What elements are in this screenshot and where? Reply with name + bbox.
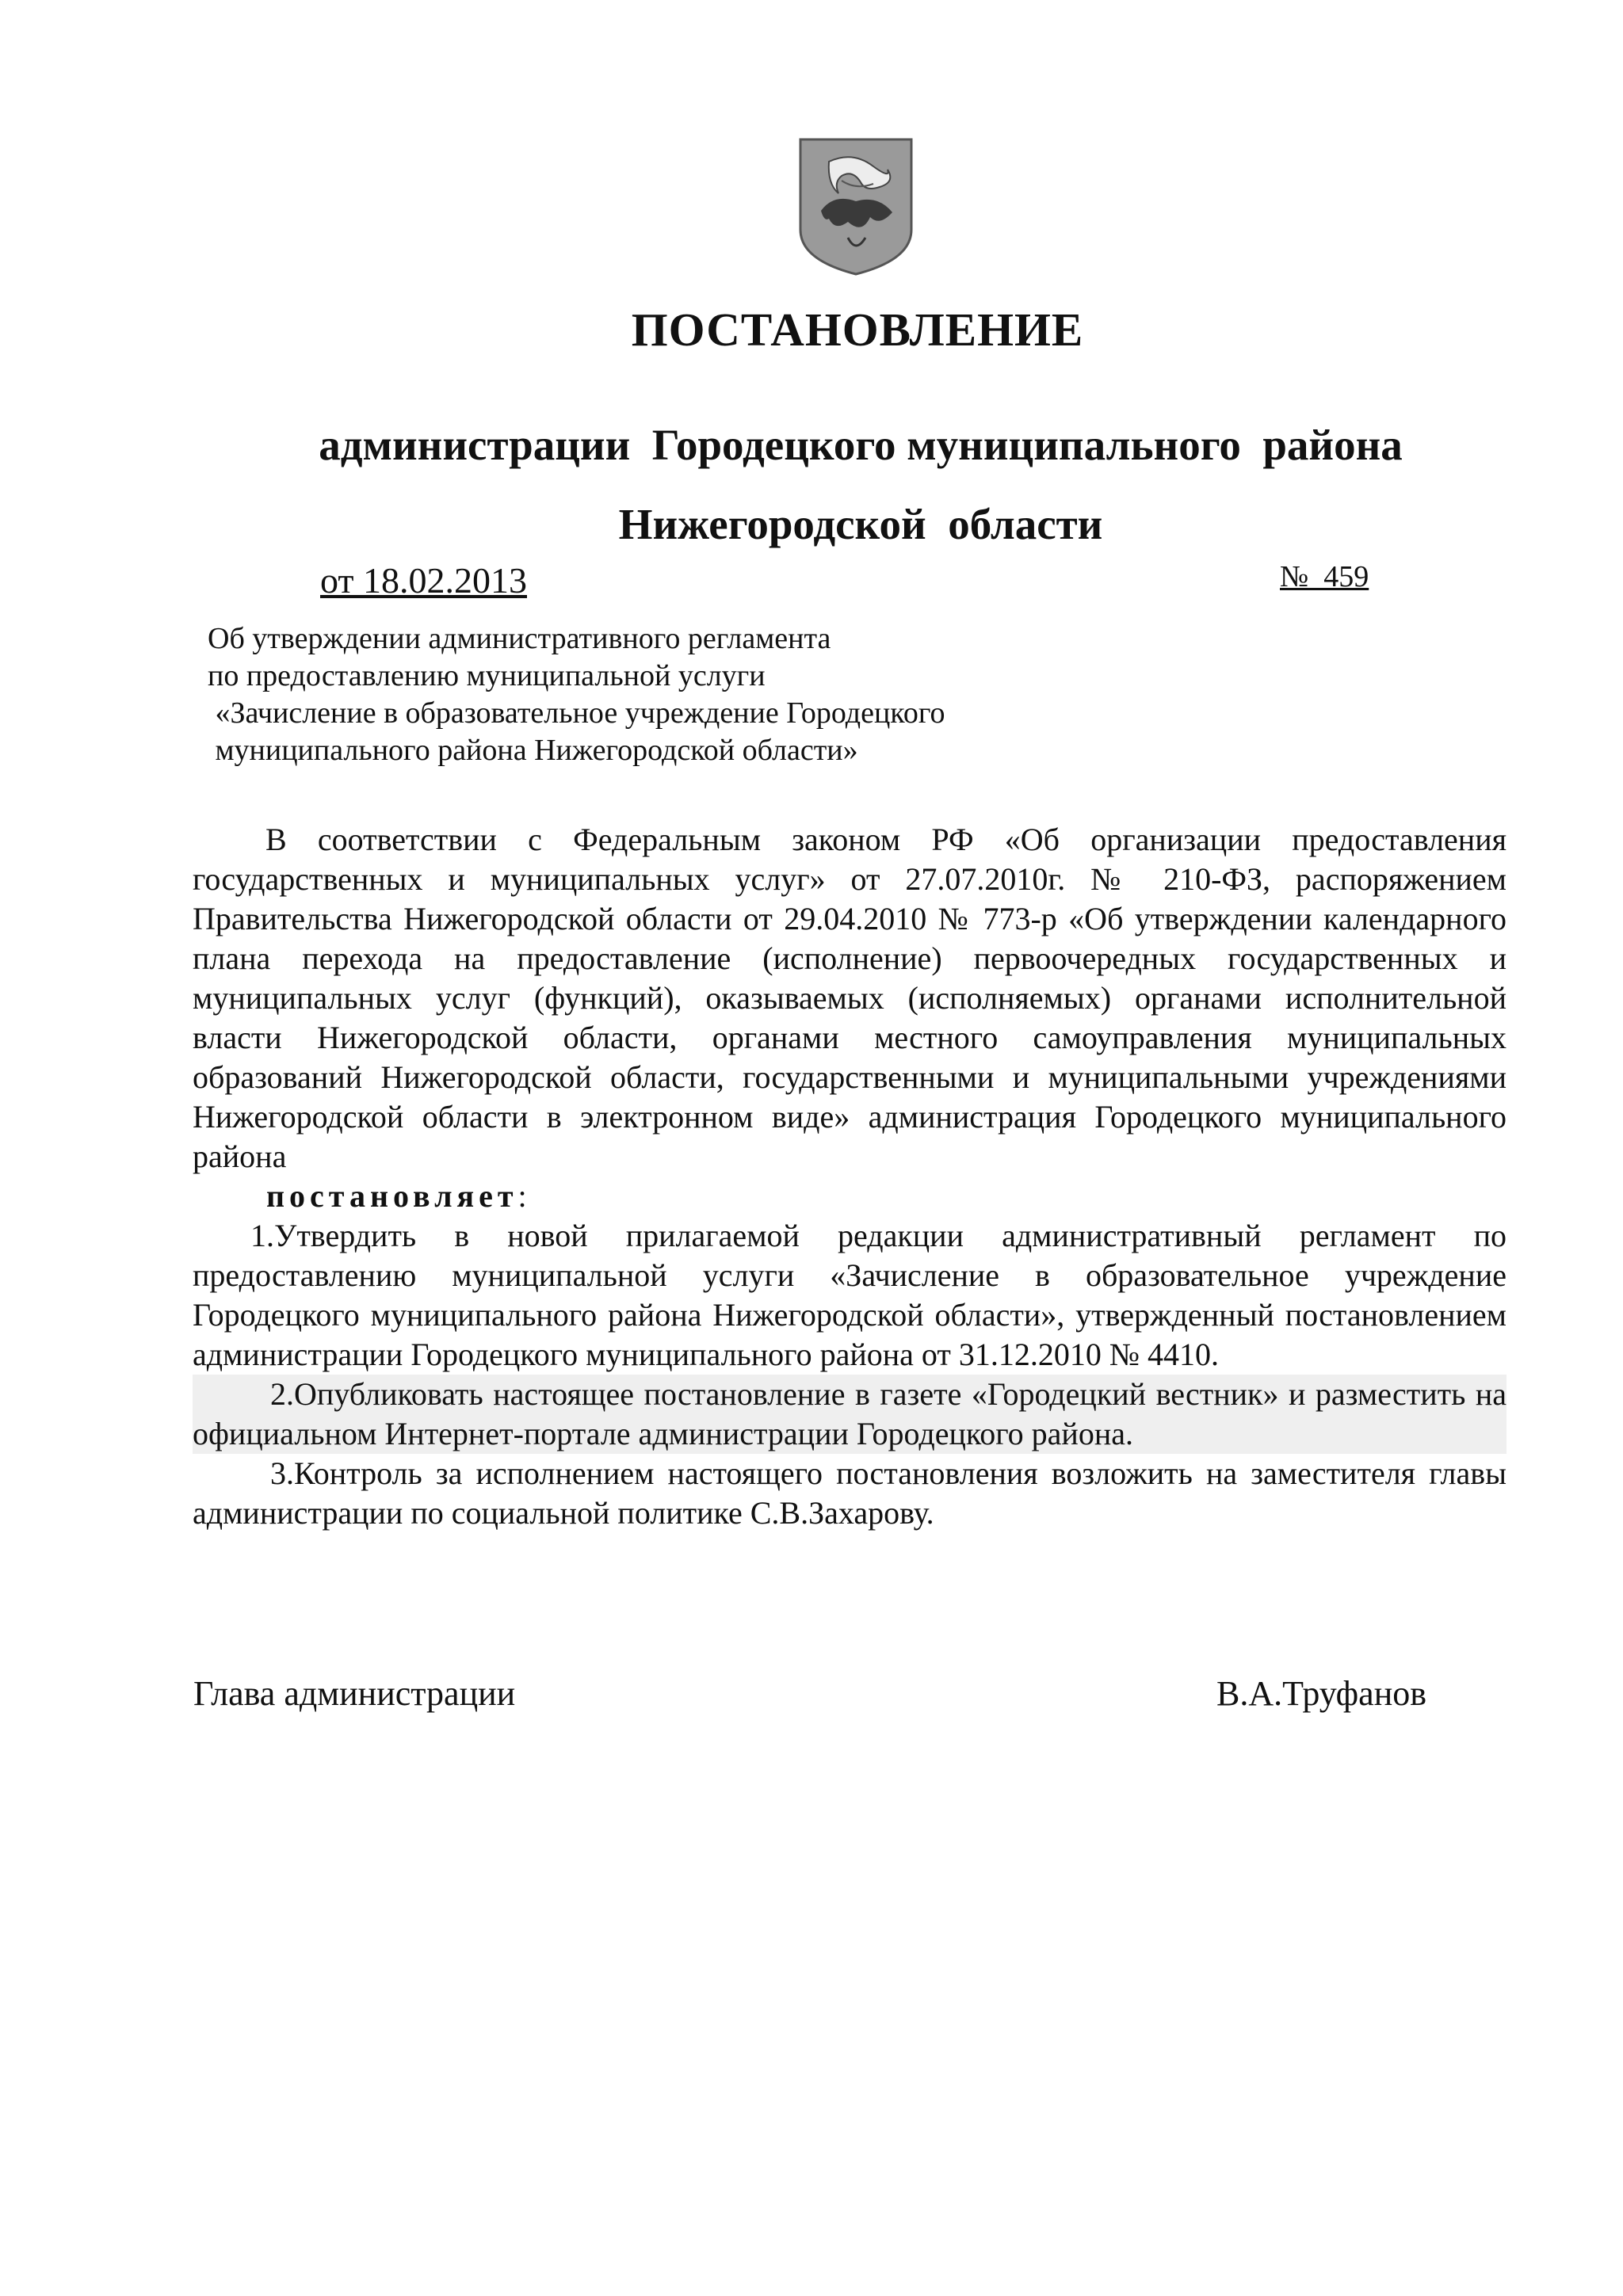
decree-word: постановляет [266,1178,518,1214]
decree-heading [193,1177,1507,1216]
decree-item-1: 1.Утвердить в новой прилагаемой редакции административный регламент по предоставлению муниципальной услуги «Зачисление в образовательное учреждение Городецкого муниципального района Нижегородской области», утвержденный постановлением администрации Городецкого муниципального района от 31.12.2010 № 4410. [193,1218,1507,1372]
subject-line: «Зачисление в образовательное учреждение Городецкого [208,696,945,730]
subject-line: муниципального района Нижегородской области» [208,734,858,767]
document-number: № 459 [1280,560,1369,593]
signatory-name: В.А.Труфанов [1216,1674,1427,1713]
subject-line: по предоставлению муниципальной услуги [208,659,766,692]
subject-line: Об утверждении административного регламента [208,622,831,655]
signatory-position: Глава администрации [193,1674,516,1713]
decree-item-2: 2.Опубликовать настоящее постановление в газете «Городецкий вестник» и разместить на официальном Интернет-портале администрации Городецкого района. [193,1375,1507,1454]
document-title: ПОСТАНОВЛЕНИЕ [631,303,1084,356]
coat-of-arms-emblem [797,135,915,276]
document-date: от 18.02.2013 [320,560,527,601]
issuer-line-1: администрации Городецкого муниципального района [319,421,1403,469]
document-body [193,820,1507,1533]
decree-colon: : [517,1178,527,1214]
issuer-line-2: Нижегородской области [618,500,1103,548]
decree-item-3: 3.Контроль за исполнением настоящего постановления возложить на заместителя главы администрации по социальной политике С.В.Захарову. [193,1455,1507,1531]
document-subject [208,620,945,769]
preamble-paragraph: В соответствии с Федеральным законом РФ «Об организации предоставления государственных и муниципальных услуг» от 27.07.2010г. № 210-ФЗ, распоряжением Правительства Нижегородской области от 29.04.2010 № 773-р «Об утверждении календарного плана перехода на предоставление (исполнение) первоочередных государственных и муниципальных услуг (функций), оказываемых (исполняемых) органами исполнительной власти Нижегородской области, органами местного самоуправления муниципальных образований Нижегородской области, государственными и муниципальными учреждениями Нижегородской области в электронном виде» администрация Городецкого муниципального района [193,822,1507,1174]
